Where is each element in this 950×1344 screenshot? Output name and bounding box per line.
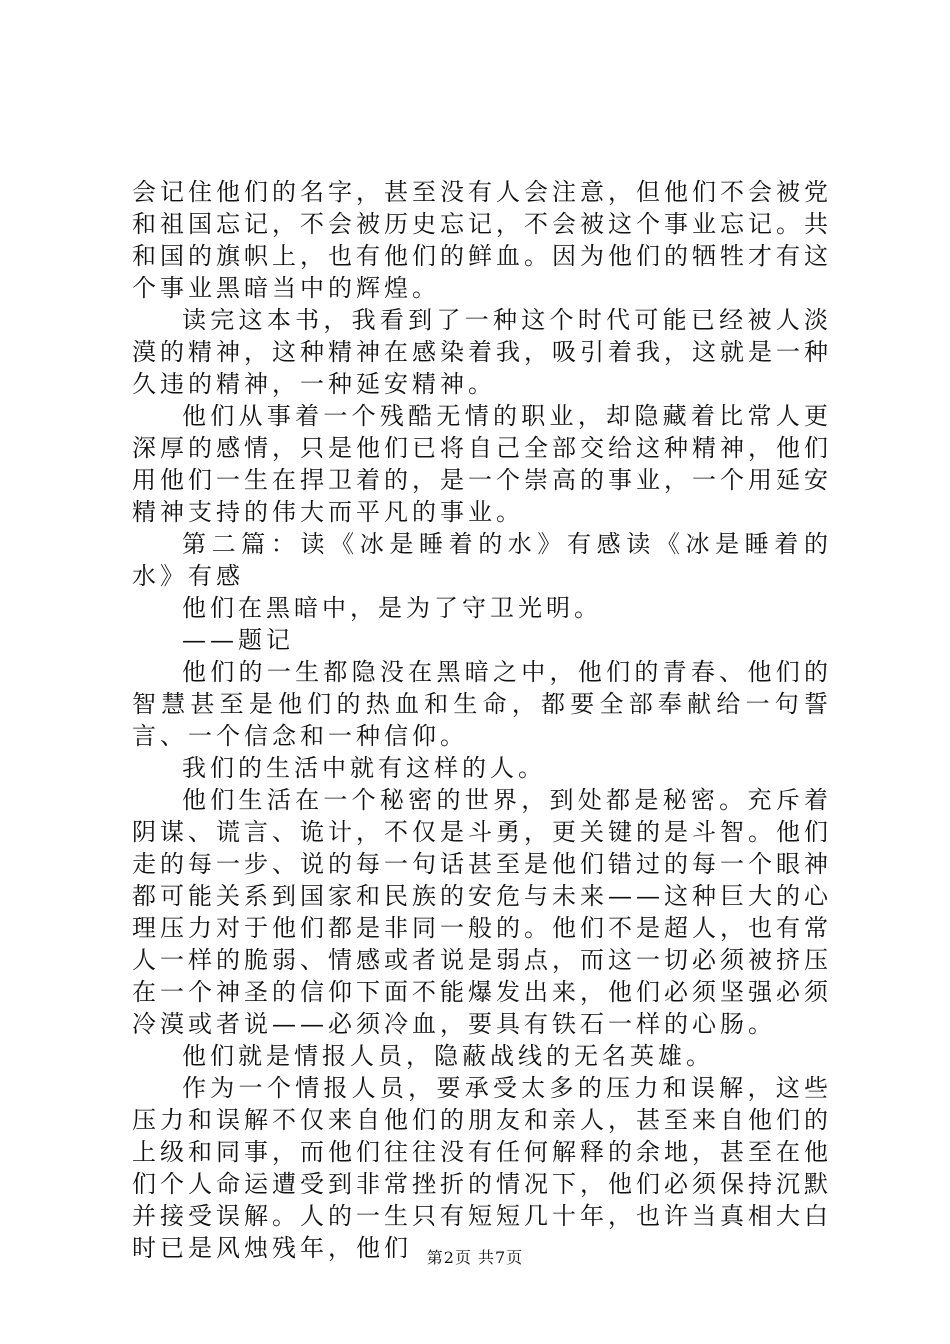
section-heading: 第二篇：读《冰是睡着的水》有感读《冰是睡着的水》有感 [132,530,832,590]
paragraph: 他们就是情报人员，隐蔽战线的无名英雄。 [182,1042,714,1070]
paragraph: 他们生活在一个秘密的世界，到处都是秘密。充斥着阴谋、谎言、诡计，不仅是斗勇，更关键的是斗智。他们走的每一步、说的每一句话甚至是他们错过的每一个眼神都可能关系到国家和民族的安危与未来——这种巨大的心理压力对于他们都是非同一般的。他们不是超人，也有常人一样的脆弱、情感或者说是弱点，而这一切必须被挤压在一个神圣的信仰下面不能爆发出来，他们必须坚强必须冷漠或者说——必须冷血，要具有铁石一样的心肠。 [132,786,832,1038]
document-body [132,176,832,1264]
epigraph-attribution: ——题记 [182,626,294,654]
paragraph: 他们从事着一个残酷无情的职业，却隐藏着比常人更深厚的感情，只是他们已将自己全部交给这种精神，他们用他们一生在捍卫着的，是一个崇高的事业，一个用延安精神支持的伟大而平凡的事业。 [132,402,832,526]
paragraph-continuation: 会记住他们的名字，甚至没有人会注意，但他们不会被党和祖国忘记，不会被历史忘记，不会被这个事业忘记。共和国的旗帜上，也有他们的鲜血。因为他们的牺牲才有这个事业黑暗当中的辉煌。 [132,178,832,302]
paragraph: 我们的生活中就有这样的人。 [182,754,546,782]
page-number-footer: 第2页 共7页 [426,1248,524,1267]
paragraph: 读完这本书，我看到了一种这个时代可能已经被人淡漠的精神，这种精神在感染着我，吸引着我，这就是一种久违的精神，一种延安精神。 [132,306,832,398]
paragraph: 他们的一生都隐没在黑暗之中，他们的青春、他们的智慧甚至是他们的热血和生命，都要全部奉献给一句誓言、一个信念和一种信仰。 [132,658,832,750]
epigraph: 他们在黑暗中，是为了守卫光明。 [182,594,602,622]
paragraph: 作为一个情报人员，要承受太多的压力和误解，这些压力和误解不仅来自他们的朋友和亲人，甚至来自他们的上级和同事，而他们往往没有任何解释的余地，甚至在他们个人命运遭受到非常挫折的情况下，他们必须保持沉默并接受误解。人的一生只有短短几十年，也许当真相大白时已是风烛残年，他们 [132,1074,832,1262]
